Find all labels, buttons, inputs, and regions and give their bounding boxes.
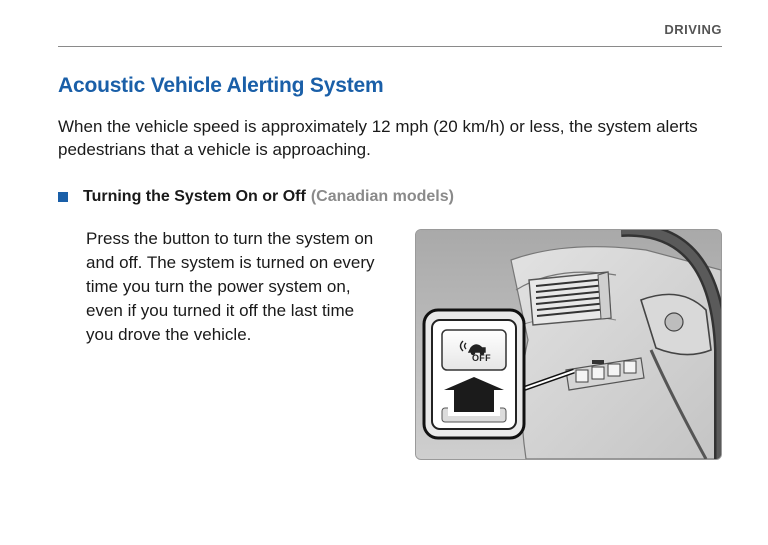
bullet-square-icon bbox=[58, 192, 68, 202]
off-button-label: OFF bbox=[472, 353, 491, 363]
subsection-heading bbox=[58, 188, 454, 206]
subsection-title: Turning the System On or Off bbox=[83, 188, 306, 205]
section-label: DRIVING bbox=[664, 22, 722, 37]
intro-paragraph: When the vehicle speed is approximately 12 mph (20 km/h) or less, the system alerts pedestrians that a vehicle is approaching. bbox=[58, 117, 698, 159]
body-paragraph: Press the button to turn the system on and off. The system is turned on every time you turn the power system on, even if you turned it off the last time you drove the vehicle. bbox=[86, 229, 375, 344]
subsection-note: (Canadian models) bbox=[310, 188, 454, 205]
header-rule bbox=[58, 46, 722, 47]
page-title: Acoustic Vehicle Alerting System bbox=[58, 74, 384, 97]
air-vent-icon bbox=[529, 272, 611, 325]
callout-zoom bbox=[424, 310, 524, 438]
dashboard-illustration bbox=[415, 229, 722, 460]
